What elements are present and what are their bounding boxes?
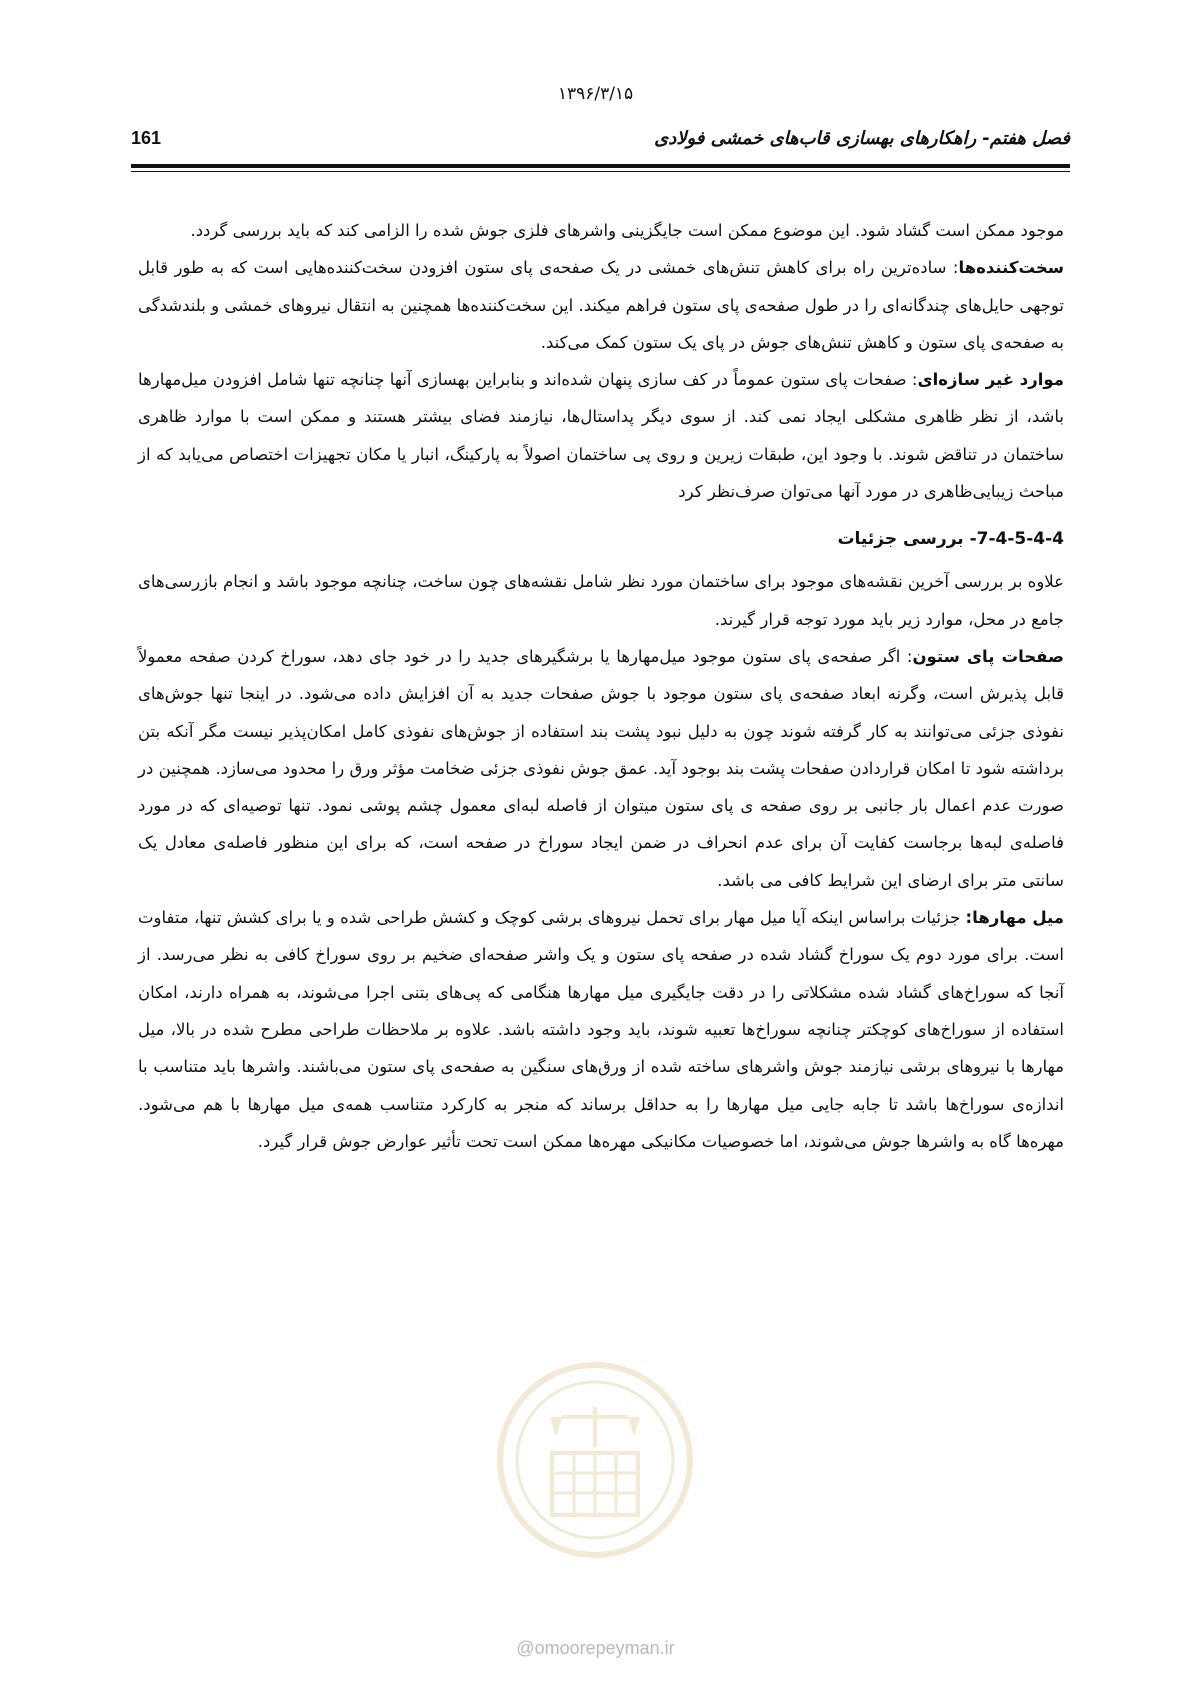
section-heading [138, 521, 1064, 558]
section-title: - بررسی جزئیات [837, 529, 977, 550]
page-header [131, 128, 1070, 158]
paragraph-stiffeners [138, 249, 1064, 361]
paragraph-text: : اگر صفحه‌ی پای ستون موجود میل‌مهارها یا برشگیرهای جدید را در خود جای دهد، سوراخ کردن صفحه معمولاً قابل پذیرش است، وگرنه ابعاد صفحه‌ی پای ستون موجود با جوش صفحات جدید به آن افزایش داده می‌شود. در اینجا تنها جوش‌های نفوذی جزئی می‌توانند به کار گرفته شوند چون به دلیل نبود پشت بند استفاده از جوش‌های نفوذی کامل امکان‌پذیر نیست مگر آنکه بتن برداشته شود تا امکان قراردادن صفحات پشت بند بوجود آید. عمق جوش نفوذی جزئی ضخامت مؤثر ورق را محدود می‌سازد. همچنین در صورت عدم اعمال بار جانبی بر روی صفحه ی پای ستون میتوان از فاصله لبه‌ای معمول چشم پوشی نمود. تنها توصیه‌ای که در مورد فاصله‌ی لبه‌ها برجاست کفایت آن برای عدم انحراف در ضمن ایجاد سوراخ در صفحه است، که برای این منظور فاصله‌ی معادل یک سانتی متر برای ارضای این شرایط کافی می باشد. [138, 646, 1064, 890]
header-rule-thin [131, 171, 1070, 172]
body-text [138, 212, 1064, 1160]
page-number: 161 [131, 128, 162, 148]
paragraph-anchor-rods [138, 899, 1064, 1160]
paragraph-text: موجود ممکن است گشاد شود. این موضوع ممکن است جایگزینی واشرهای فلزی جوش شده را الزامی کند که باید بررسی گردد. [190, 221, 1064, 240]
watermark-logo-icon [490, 1355, 700, 1570]
paragraph-nonstructural [138, 361, 1064, 510]
chapter-title: فصل هفتم- راهکارهای بهسازی قاب‌های خمشی فولادی [654, 128, 1070, 149]
document-date: ۱۳۹۶/۳/۱۵ [557, 84, 634, 104]
paragraph-term: صفحات پای ستون [912, 646, 1064, 666]
paragraph-base-plates [138, 638, 1064, 899]
paragraph-washers [138, 212, 1064, 249]
paragraph-term: میل مهارها: [965, 908, 1064, 928]
paragraph-term: موارد غیر سازه‌ای [917, 370, 1064, 390]
paragraph-intro [138, 563, 1064, 638]
header-rule-thick [131, 164, 1070, 168]
paragraph-term: سخت‌کننده‌ها [958, 258, 1064, 278]
section-number: 7-4-5-4-4 [976, 529, 1064, 550]
paragraph-text: علاوه بر بررسی آخرین نقشه‌های موجود برای ساختمان مورد نظر شامل نقشه‌های چون ساخت، چنانچه موجود باشد و انجام بازرسی‌های جامع در محل، موارد زیر باید مورد توجه قرار گیرند. [138, 572, 1064, 629]
watermark-url: @omoorepeyman.ir [516, 1638, 675, 1658]
paragraph-text: جزئیات براساس اینکه آیا میل مهار برای تحمل نیروهای برشی کوچک و کشش طراحی شده و یا برای کشش تنها، متفاوت است. برای مورد دوم یک سوراخ گشاد شده در صفحه پای ستون و یک واشر صفحه‌ای ضخیم بر روی سوراخ کافی به نظر می‌رسد. از آنجا که سوراخ‌های گشاد شده مشکلاتی را در دقت جایگیری میل مهارها هنگامی که پی‌های بتنی اجرا می‌شوند، به همراه دارند، امکان استفاده از سوراخ‌های کوچکتر چنانچه سوراخ‌ها تعبیه شوند، باید وجود داشته باشد. علاوه بر ملاحظات طراحی مطرح شده در بالا، میل مهارها با نیروهای برشی نیازمند جوش واشرهای ساخته شده از ورق‌های سنگین به صفحه‌ی پای ستون می‌باشند. واشرها باید متناسب با اندازه‌ی سوراخ‌ها باشد تا جابه جایی میل مهارها را به حداقل برساند که منجر به کارکرد متناسب همه‌ی میل مهارها با هم می‌شود. مهره‌ها گاه به واشرها جوش می‌شوند، اما خصوصیات مکانیکی مهره‌ها ممکن است تحت تأثیر عوارض جوش قرار گیرد. [138, 908, 1064, 1151]
paragraph-text: : صفحات پای ستون عموماً در کف سازی پنهان شده‌اند و بنابراین بهسازی آنها چنانچه تنها شامل افزودن میل‌مهارها باشد، از نظر ظاهری مشکلی ایجاد نمی کند. از سوی دیگر پداستال‌ها، نیازمند فضای بیشتر هستند و ممکن است با موارد ظاهری ساختمان در تناقض شوند. با وجود این، طبقات زیرین و روی پی ساختمان اصولاً به پارکینگ، انبار یا مکان تجهیزات اختصاص می‌یابد که از مباحث زیبایی‌ظاهری در مورد آنها می‌توان صرف‌نظر کرد [138, 370, 1064, 502]
paragraph-text: : ساده‌ترین راه برای کاهش تنش‌های خمشی در یک صفحه‌ی پای ستون افزودن سخت‌کننده‌هایی است که به طور قابل توجهی حایل‌های چندگانه‌ای را در طول صفحه‌ی پای ستون فراهم میکند. این سخت‌کننده‌ها همچنین به انتقال نیروهای خمشی و بلندشدگی به صفحه‌ی پای ستون و کاهش تنش‌های جوش در پای یک ستون کمک می‌کند. [138, 258, 1064, 352]
